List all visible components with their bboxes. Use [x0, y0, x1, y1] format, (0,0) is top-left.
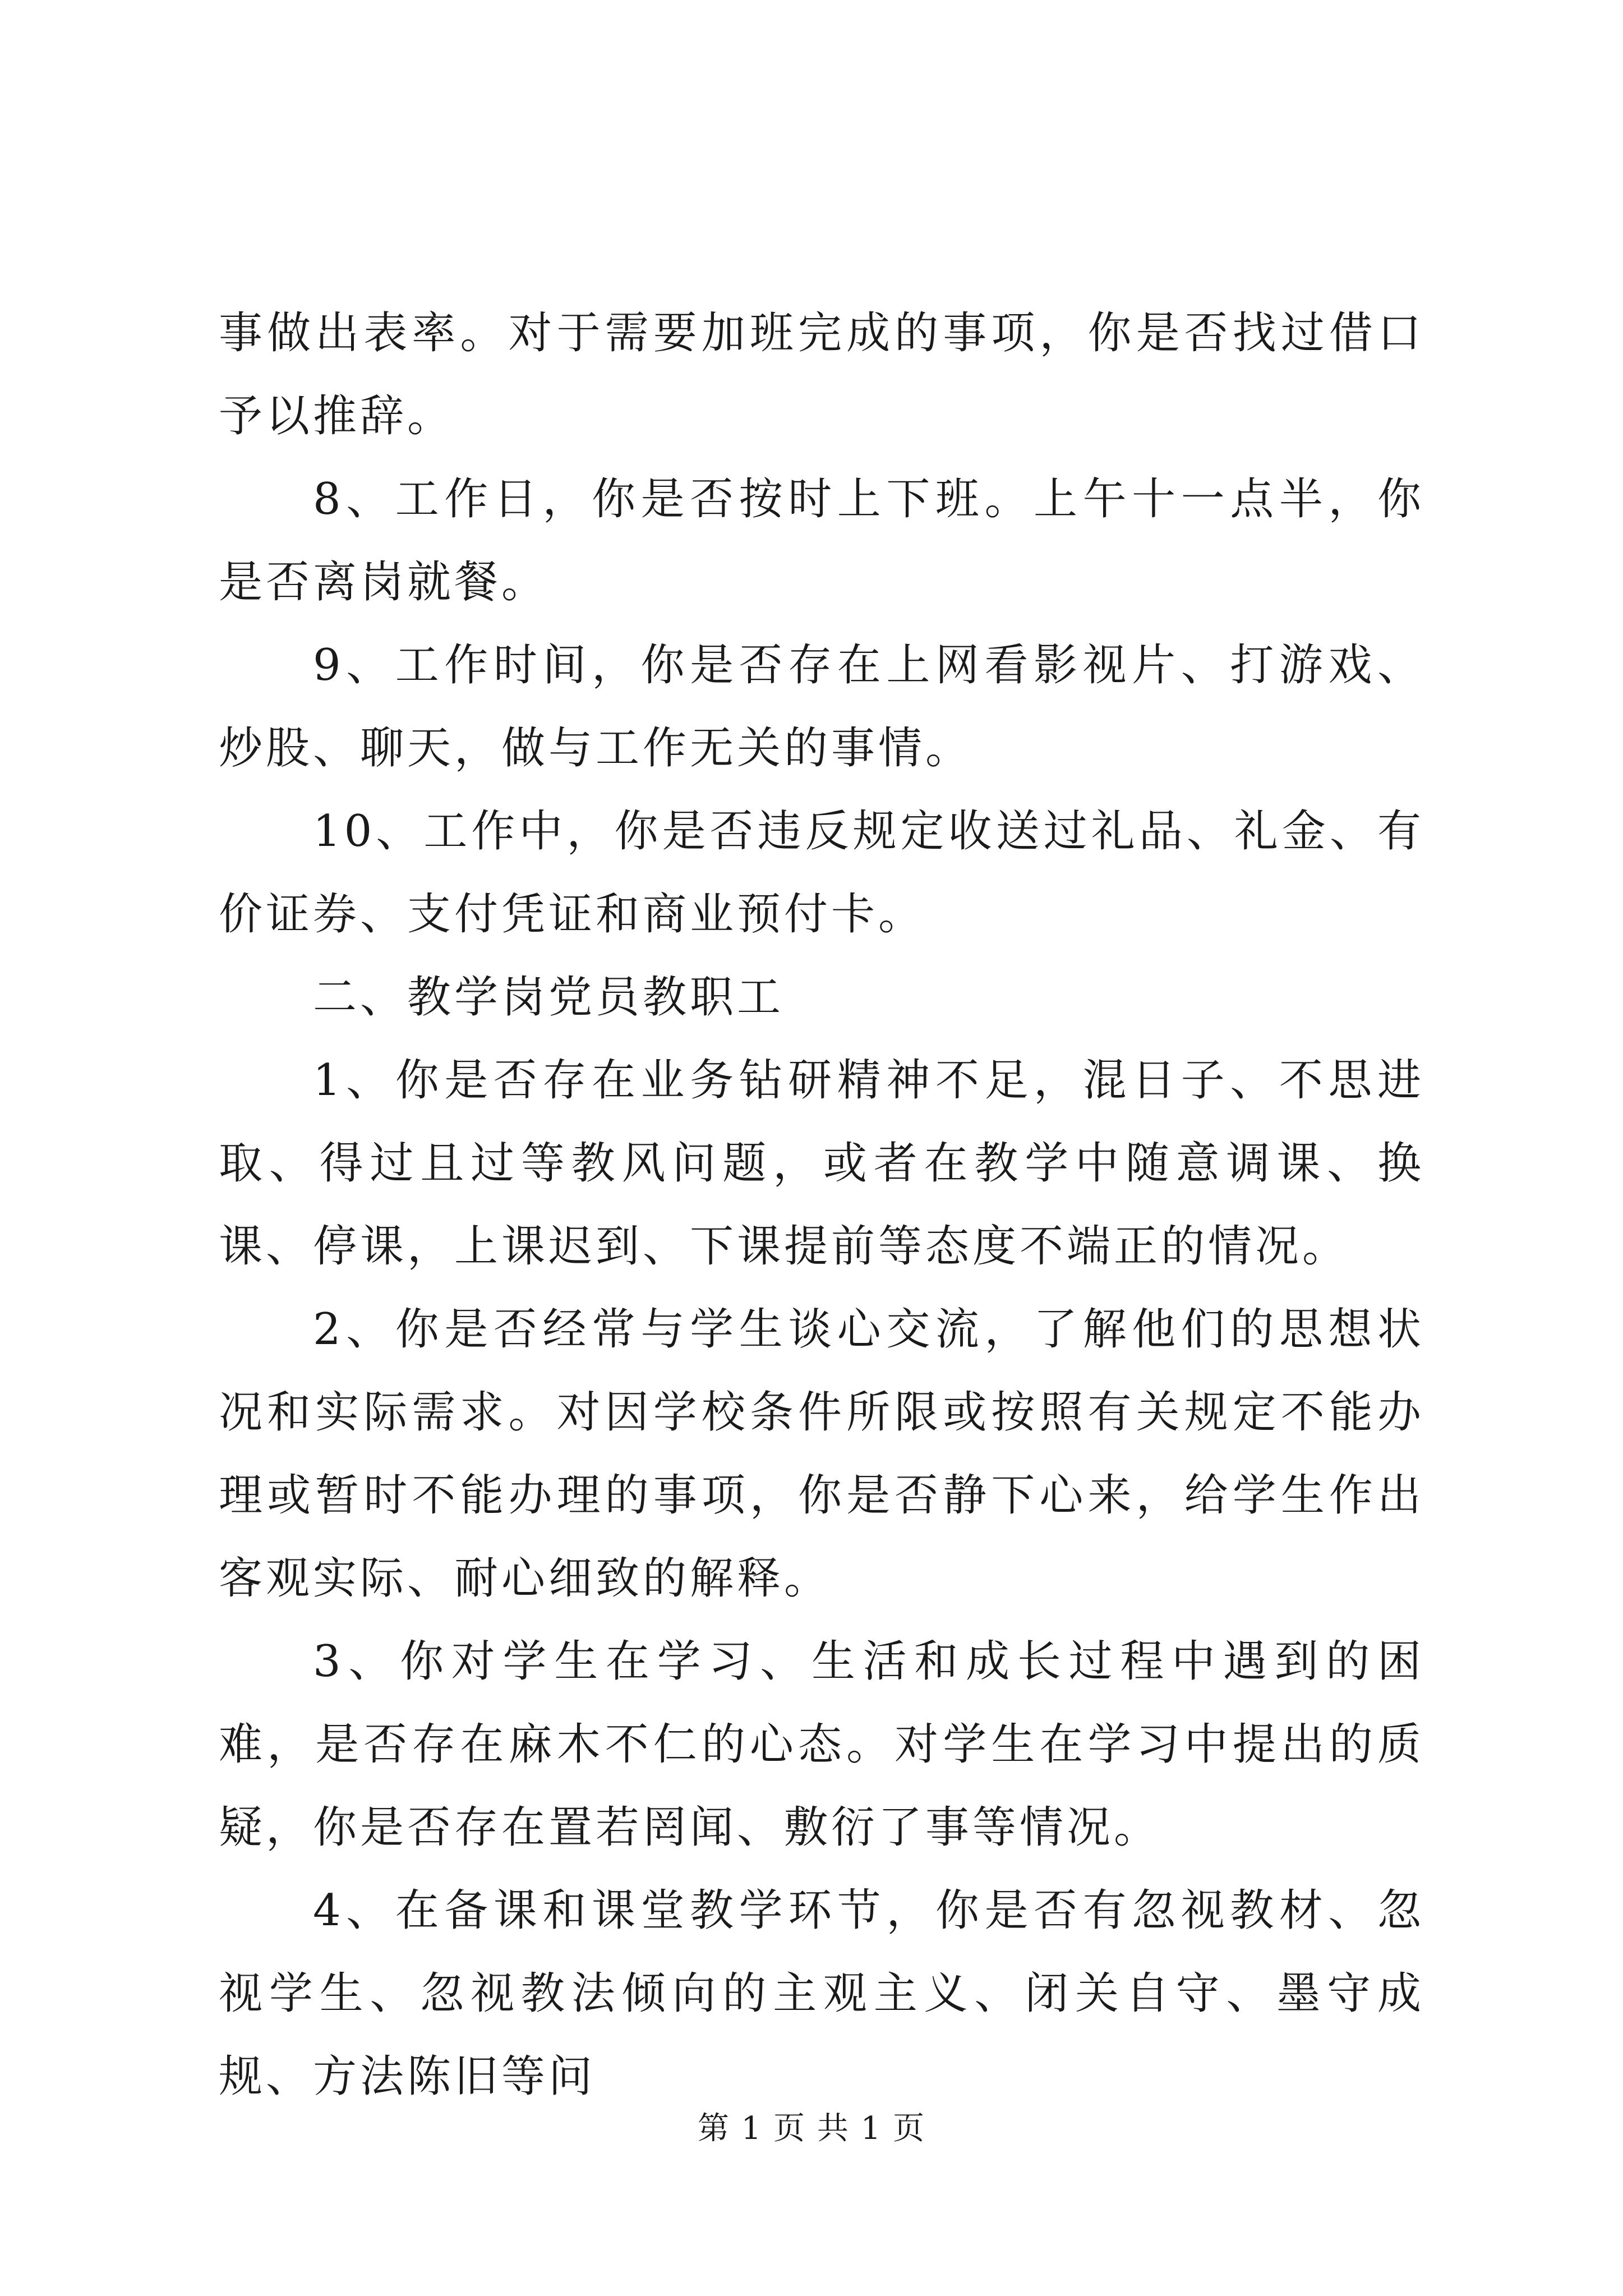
section-heading: 二、教学岗党员教职工 — [313, 972, 785, 1023]
page-footer: 第 1 页 共 1 页 — [697, 2110, 926, 2147]
paragraph-continuation: 事做出表率。对于需要加班完成的事项，你是否找过借口予以推辞。 — [219, 308, 1424, 441]
paragraph-item-1: 1、你是否存在业务钻研精神不足，混日子、不思进取、得过且过等教风问题，或者在教学中随意调课、换课、停课，上课迟到、下课提前等态度不端正的情况。 — [219, 1055, 1424, 1272]
paragraph-item-9: 9、工作时间，你是否存在上网看影视片、打游戏、炒股、聊天，做与工作无关的事情。 — [219, 640, 1424, 774]
paragraph-item-2: 2、你是否经常与学生谈心交流，了解他们的思想状况和实际需求。对因学校条件所限或按照有关规定不能办理或暂时不能办理的事项，你是否静下心来，给学生作出客观实际、耐心细致的解释。 — [219, 1304, 1424, 1604]
paragraph-item-3: 3、你对学生在学习、生活和成长过程中遇到的困难，是否存在麻木不仁的心态。对学生在学习中提出的质疑，你是否存在置若罔闻、敷衍了事等情况。 — [219, 1636, 1424, 1853]
paragraph-item-4: 4、在备课和课堂教学环节，你是否有忽视教材、忽视学生、忽视教法倾向的主观主义、闭关自守、墨守成规、方法陈旧等问 — [219, 1885, 1424, 2102]
document-body — [219, 292, 1424, 2118]
paragraph-item-8: 8、工作日，你是否按时上下班。上午十一点半，你是否离岗就餐。 — [219, 474, 1424, 608]
paragraph-item-10: 10、工作中，你是否违反规定收送过礼品、礼金、有价证券、支付凭证和商业预付卡。 — [219, 806, 1424, 940]
